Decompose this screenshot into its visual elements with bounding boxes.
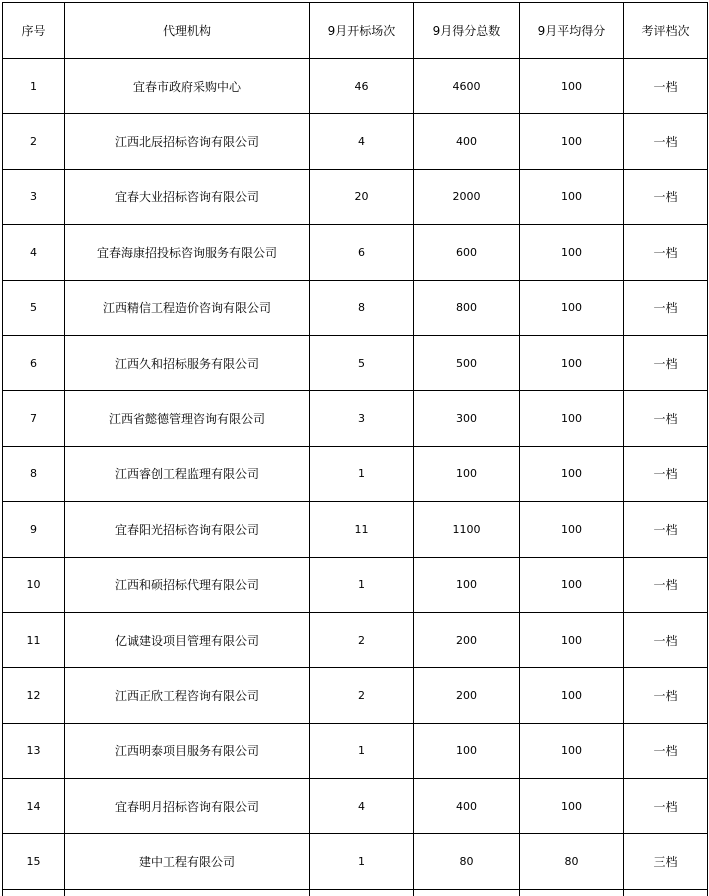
agency-evaluation-table <box>2 2 708 896</box>
header-average-score: 9月平均得分 <box>520 3 624 59</box>
cell-agency: 亿诚建设项目管理有限公司 <box>65 612 310 667</box>
cell-sessions: 1 <box>310 834 414 889</box>
cell-sessions: 46 <box>310 59 414 114</box>
cell-grade: 一档 <box>624 225 708 280</box>
cell-agency: 江西精信工程造价咨询有限公司 <box>65 280 310 335</box>
cell-total-score: 300 <box>414 391 520 446</box>
cell-average-score: 100 <box>520 446 624 501</box>
table-header <box>3 3 708 59</box>
cell-grade: 一档 <box>624 723 708 778</box>
cell-sessions: 4 <box>310 779 414 834</box>
cell-average-score: 100 <box>520 612 624 667</box>
header-grade: 考评档次 <box>624 3 708 59</box>
cell-total-score: 80 <box>414 834 520 889</box>
table-row <box>3 335 708 390</box>
cell-agency: 江西久和招标服务有限公司 <box>65 335 310 390</box>
cell-average-score: 100 <box>520 557 624 612</box>
table-row <box>3 557 708 612</box>
cell-total-score: 100 <box>414 446 520 501</box>
cell-serial-number: 4 <box>3 225 65 280</box>
cell-average-score: 100 <box>520 391 624 446</box>
cell-serial-number: 5 <box>3 280 65 335</box>
table-row <box>3 668 708 723</box>
cell-agency: 宜春明月招标咨询有限公司 <box>65 779 310 834</box>
cell-agency: 江西北辰招标咨询有限公司 <box>65 114 310 169</box>
cell-grade: 三档 <box>624 834 708 889</box>
cell-grade: 一档 <box>624 335 708 390</box>
table-row <box>3 169 708 224</box>
cell-grade: 一档 <box>624 502 708 557</box>
table-row <box>3 114 708 169</box>
table-row <box>3 779 708 834</box>
cell-sessions: 20 <box>310 169 414 224</box>
cell-grade: 一档 <box>624 668 708 723</box>
cell-grade: 一档 <box>624 446 708 501</box>
header-total-score: 9月得分总数 <box>414 3 520 59</box>
cell-serial-number: 15 <box>3 834 65 889</box>
table-row <box>3 391 708 446</box>
cell-average-score: 100 <box>520 225 624 280</box>
cell-grade: 一档 <box>624 612 708 667</box>
cell-serial-number: 1 <box>3 59 65 114</box>
cell-agency: 江西睿创工程监理有限公司 <box>65 446 310 501</box>
cell-sessions: 2 <box>310 612 414 667</box>
cell-agency: 建中工程有限公司 <box>65 834 310 889</box>
table-row <box>3 834 708 889</box>
cell-total-score: 200 <box>414 612 520 667</box>
cell-grade: 一档 <box>624 59 708 114</box>
cell-sessions: 3 <box>310 391 414 446</box>
cell-average-score: 100 <box>520 335 624 390</box>
cell-average-score: 100 <box>520 59 624 114</box>
cell-serial-number: 7 <box>3 391 65 446</box>
table-row <box>3 59 708 114</box>
cell-total-score: 4600 <box>414 59 520 114</box>
cell-agency: 宜春大业招标咨询有限公司 <box>65 169 310 224</box>
cell-sessions: 1 <box>310 446 414 501</box>
cell-sessions: 6 <box>310 225 414 280</box>
cell-total-score: 100 <box>414 723 520 778</box>
table-row <box>3 225 708 280</box>
cell-serial-number: 14 <box>3 779 65 834</box>
table-body <box>3 59 708 896</box>
cell-sessions: 5 <box>310 335 414 390</box>
cell-average-score: 100 <box>520 668 624 723</box>
cell-average-score: 100 <box>520 114 624 169</box>
table-row <box>3 446 708 501</box>
cell-serial-number: 3 <box>3 169 65 224</box>
cell-sessions: 1 <box>310 557 414 612</box>
cell-average-score: 80 <box>520 834 624 889</box>
cell-sessions: 1 <box>310 723 414 778</box>
cell-sessions: 2 <box>310 668 414 723</box>
cell-average-score: 100 <box>520 280 624 335</box>
cell-grade: 一档 <box>624 557 708 612</box>
cell-serial-number: 9 <box>3 502 65 557</box>
cell-total-score: 600 <box>414 225 520 280</box>
cell-average-score: 100 <box>520 779 624 834</box>
cell-grade: 一档 <box>624 280 708 335</box>
header-serial-number: 序号 <box>3 3 65 59</box>
cell-serial-number: 8 <box>3 446 65 501</box>
cell-agency: 江西和硕招标代理有限公司 <box>65 557 310 612</box>
cell-total-score: 200 <box>414 668 520 723</box>
table-row <box>3 612 708 667</box>
cell-agency: 宜春阳光招标咨询有限公司 <box>65 502 310 557</box>
cell-agency: 江西正欣工程咨询有限公司 <box>65 668 310 723</box>
cell-grade: 一档 <box>624 391 708 446</box>
cell-serial-number: 11 <box>3 612 65 667</box>
cell-grade: 一档 <box>624 114 708 169</box>
cell-average-score: 100 <box>520 723 624 778</box>
cell-sessions: 11 <box>310 502 414 557</box>
cell-total-score: 2000 <box>414 169 520 224</box>
cell-serial-number: 10 <box>3 557 65 612</box>
cell-total-score: 400 <box>414 779 520 834</box>
header-row <box>3 3 708 59</box>
cell-average-score: 100 <box>520 502 624 557</box>
cell-total-score: 800 <box>414 280 520 335</box>
cell-agency: 江西明泰项目服务有限公司 <box>65 723 310 778</box>
cell-serial-number: 6 <box>3 335 65 390</box>
cell-serial-number: 2 <box>3 114 65 169</box>
cell-total-score: 1100 <box>414 502 520 557</box>
table-row <box>3 280 708 335</box>
cell-serial-number: 13 <box>3 723 65 778</box>
cell-total-score: 500 <box>414 335 520 390</box>
cell-agency: 宜春海康招投标咨询服务有限公司 <box>65 225 310 280</box>
cell-grade: 一档 <box>624 169 708 224</box>
cell-agency: 江西省懿德管理咨询有限公司 <box>65 391 310 446</box>
table-row <box>3 502 708 557</box>
cell-agency: 宜春市政府采购中心 <box>65 59 310 114</box>
cell-sessions: 8 <box>310 280 414 335</box>
cell-average-score: 100 <box>520 169 624 224</box>
cell-serial-number: 12 <box>3 668 65 723</box>
header-agency: 代理机构 <box>65 3 310 59</box>
cell-total-score: 400 <box>414 114 520 169</box>
cell-sessions: 4 <box>310 114 414 169</box>
cell-grade: 一档 <box>624 779 708 834</box>
header-sessions: 9月开标场次 <box>310 3 414 59</box>
cell-total-score: 100 <box>414 557 520 612</box>
table-row <box>3 723 708 778</box>
